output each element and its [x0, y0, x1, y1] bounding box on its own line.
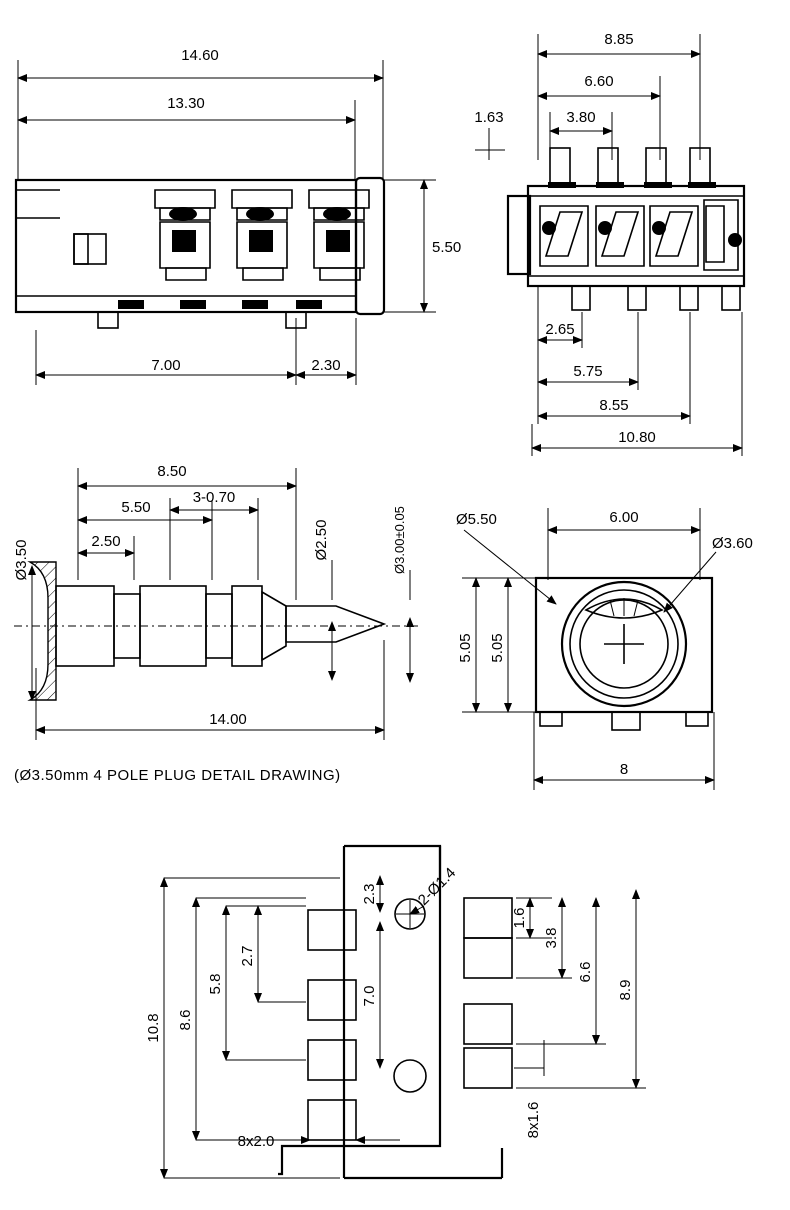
plug-detail-group	[13, 463, 420, 740]
dim-label: 3.80	[566, 109, 596, 126]
dim-label: 5.05	[457, 633, 474, 663]
dim-label: 2.7	[239, 945, 256, 967]
pcb-footprint-group	[145, 846, 646, 1178]
dim-label: 1.63	[474, 109, 504, 126]
dim-2-65	[538, 286, 582, 348]
dim-label: Ø2.50	[313, 519, 330, 561]
dim-2-3	[361, 876, 380, 912]
dim-1-63	[474, 109, 505, 160]
dim-label: 2.3	[361, 883, 378, 905]
dim-label: 8.85	[604, 31, 634, 48]
dim-7-0	[361, 922, 380, 1068]
dim-d5-50	[456, 511, 556, 604]
dim-label: 13.30	[167, 95, 205, 112]
contact-clips	[155, 190, 369, 280]
dim-label: 2.50	[91, 533, 121, 550]
dim-8x1-6	[514, 1040, 544, 1138]
dim-label: 8.55	[599, 397, 629, 414]
dim-label: 8.6	[177, 1009, 194, 1031]
dim-label: 6.60	[584, 73, 614, 90]
dim-8	[534, 712, 714, 790]
dim-8-9	[516, 890, 646, 1088]
dim-d3-50	[13, 540, 32, 700]
drawing-caption: (Ø3.50mm 4 POLE PLUG DETAIL DRAWING)	[14, 767, 341, 784]
dim-13-30	[18, 95, 355, 180]
dim-label: 8x2.0	[237, 1133, 275, 1150]
dim-3-070	[170, 489, 258, 580]
dim-label: 2-Ø1.4	[414, 864, 460, 909]
dim-14-60	[18, 47, 383, 180]
dim-label: Ø3.60	[712, 535, 753, 552]
dim-6-00	[548, 508, 700, 580]
dim-label: Ø3.50	[13, 539, 30, 581]
dim-2-50	[78, 533, 134, 580]
front-contacts	[540, 200, 742, 270]
dim-label: Ø5.50	[456, 511, 497, 528]
dim-d3-00	[392, 506, 410, 682]
dim-label: 8.9	[617, 979, 634, 1001]
front-bottom-pins	[572, 286, 740, 310]
dim-5-05-b	[489, 578, 508, 712]
dim-label: 10.8	[145, 1013, 162, 1043]
dim-label: 7.0	[361, 985, 378, 1007]
dim-label: 8	[619, 761, 629, 778]
dim-label: 7.00	[151, 357, 181, 374]
dim-label: 6.6	[577, 961, 594, 983]
dim-label: 6.00	[609, 509, 639, 526]
front-top-pins	[548, 148, 716, 188]
dim-6-60	[538, 73, 660, 160]
dim-label: 8.50	[157, 463, 187, 480]
dim-8x2-0	[228, 1133, 400, 1150]
dim-2-7	[239, 906, 306, 1002]
dim-label: 14.60	[181, 47, 219, 64]
dim-5-50	[384, 180, 461, 312]
dim-5-8	[207, 906, 306, 1060]
dim-label: 2.65	[545, 321, 575, 338]
dim-label: 8x1.6	[525, 1101, 542, 1139]
dim-label: Ø3.00±0.05	[392, 506, 407, 574]
dim-8-6	[177, 898, 306, 1140]
dim-label: 14.00	[209, 711, 247, 728]
dim-2-d1-4	[410, 864, 459, 914]
side-view-group	[16, 47, 461, 385]
dim-8-50	[78, 463, 296, 600]
end-view-group	[456, 508, 753, 790]
dim-d2-50	[313, 520, 332, 680]
dim-label: 5.50	[432, 239, 462, 256]
dim-d3-60	[664, 535, 753, 612]
dim-label: 1.6	[511, 907, 528, 929]
dim-3-80	[550, 109, 612, 160]
dim-7-00	[36, 318, 296, 385]
dim-label: 5.50	[121, 499, 151, 516]
dim-label: 5.75	[573, 363, 603, 380]
dim-label: 10.80	[618, 429, 656, 446]
dim-label: 3-0.70	[192, 489, 236, 506]
front-view-group	[474, 31, 744, 456]
dim-label: 3.8	[543, 927, 560, 949]
dim-label: 5.05	[489, 633, 506, 663]
dim-label: 2.30	[311, 357, 341, 374]
dim-label: 5.8	[207, 973, 224, 995]
